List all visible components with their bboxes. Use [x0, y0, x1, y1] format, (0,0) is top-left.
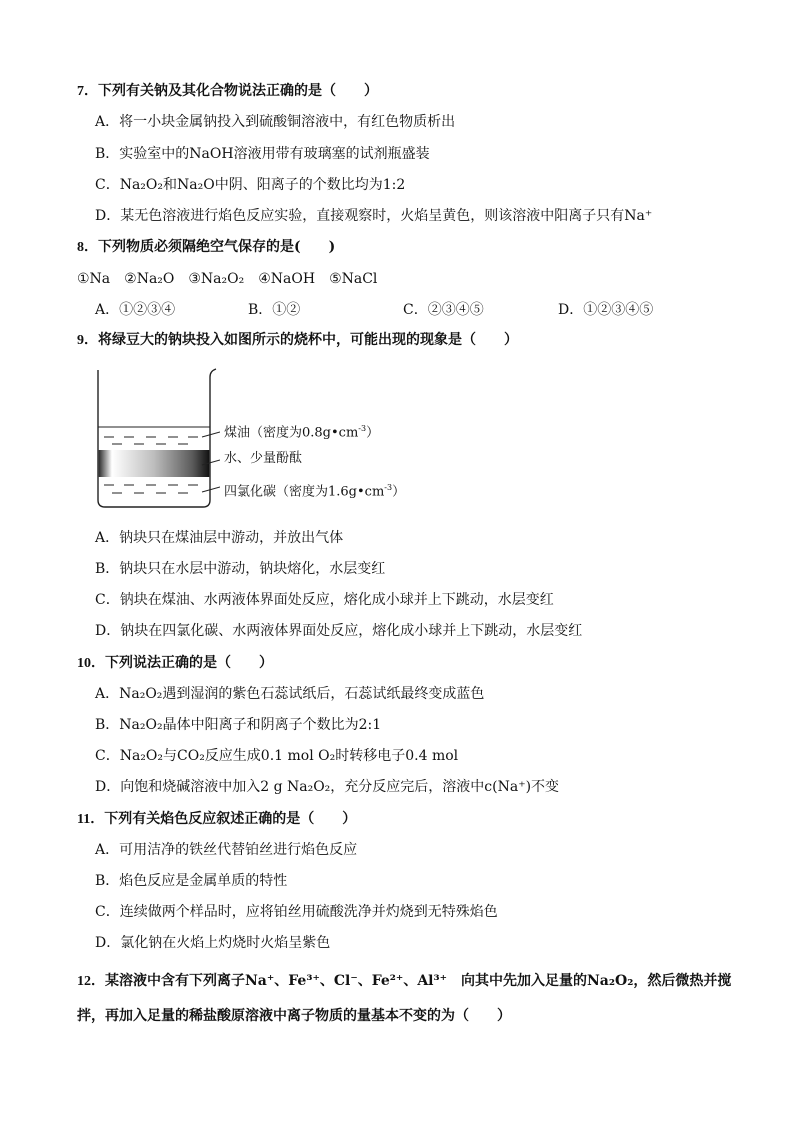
q7-option-d: D．某无色溶液进行焰色反应实验，直接观察时，火焰呈黄色，则该溶液中阳离子只有Na⁺	[95, 208, 653, 224]
question-12-stem	[77, 971, 731, 992]
question-text: 下列有关钠及其化合物说法正确的是（ ）	[98, 83, 378, 99]
label-ccl4-close: ）	[392, 484, 406, 500]
q10-option-a: A．Na₂O₂遇到湿润的紫色石蕊试纸后，石蕊试纸最终变成蓝色	[95, 686, 485, 702]
q7-option-c: C．Na₂O₂和Na₂O中阴、阳离子的个数比均为1:2	[95, 177, 406, 193]
label-ccl4-text: 四氯化碳（密度为1.6g•cm	[224, 484, 385, 500]
question-text: 下列说法正确的是（ ）	[105, 655, 273, 671]
q9-option-b: B．钠块只在水层中游动，钠块熔化，水层变红	[95, 561, 386, 577]
question-text: 下列有关焰色反应叙述正确的是（ ）	[104, 811, 357, 827]
question-8-stem	[77, 237, 335, 258]
beaker-diagram	[90, 365, 220, 515]
q9-option-c: C．钠块在煤油、水两液体界面处反应，熔化成小球并上下跳动，水层变红	[95, 592, 554, 608]
leader-line-kerosene	[202, 432, 220, 437]
question-number: 12．	[77, 974, 105, 989]
q10-option-d: D．向饱和烧碱溶液中加入2 g Na₂O₂，充分反应完后，溶液中c(Na⁺)不变	[95, 779, 560, 795]
q8-items: ①Na ②Na₂O ③Na₂O₂ ④NaOH ⑤NaCl	[77, 271, 378, 287]
q11-option-d: D．氯化钠在火焰上灼烧时火焰呈紫色	[95, 935, 331, 951]
q11-option-b: B．焰色反应是金属单质的特性	[95, 873, 288, 889]
q10-option-c: C．Na₂O₂与CO₂反应生成0.1 mol O₂时转移电子0.4 mol	[95, 748, 459, 764]
question-7-stem	[77, 81, 378, 102]
q9-option-d: D．钠块在四氯化碳、水两液体界面处反应，熔化成小球并上下跳动，水层变红	[95, 623, 583, 639]
question-text: 将绿豆大的钠块投入如图所示的烧杯中，可能出现的现象是（ ）	[98, 332, 518, 348]
question-text-line1: 某溶液中含有下列离子Na⁺、Fe³⁺、Cl⁻、Fe²⁺、Al³⁺ 向其中先加入足量的Na₂O₂，然后微热并搅	[105, 973, 732, 989]
q11-option-c: C．连续做两个样品时，应将铂丝用硫酸洗净并灼烧到无特殊焰色	[95, 904, 498, 920]
question-number: 10．	[77, 656, 105, 671]
beaker-outline	[98, 369, 216, 507]
q11-option-a: A．可用洁净的铁丝代替铂丝进行焰色反应	[95, 842, 358, 858]
q7-option-b: B．实验室中的NaOH溶液用带有玻璃塞的试剂瓶盛装	[95, 146, 430, 162]
question-10-stem	[77, 653, 273, 674]
q8-option-b: B．①②	[248, 302, 301, 318]
label-ccl4-exponent: -3	[384, 483, 393, 492]
question-number: 7．	[77, 84, 98, 99]
label-kerosene-text: 煤油（密度为0.8g•cm	[224, 425, 359, 441]
question-text: 下列物质必须隔绝空气保存的是( )	[98, 239, 336, 255]
q8-option-d: D．①②③④⑤	[558, 302, 654, 318]
water-layer	[99, 450, 210, 477]
question-9-stem	[77, 330, 518, 351]
label-kerosene-close: ）	[366, 425, 380, 441]
label-ccl4	[224, 479, 405, 501]
label-kerosene	[224, 420, 379, 442]
q10-option-b: B．Na₂O₂晶体中阳离子和阴离子个数比为2:1	[95, 717, 382, 733]
q7-option-a: A．将一小块金属钠投入到硫酸铜溶液中，有红色物质析出	[95, 114, 456, 130]
question-number: 11．	[77, 812, 105, 827]
label-water: 水、少量酚酞	[224, 451, 303, 466]
leader-line-ccl4	[202, 487, 220, 492]
question-number: 9．	[77, 333, 98, 348]
question-11-stem	[77, 809, 356, 830]
label-kerosene-exponent: -3	[358, 424, 367, 433]
q8-option-a: A．①②③④	[95, 302, 176, 318]
q9-option-a: A．钠块只在煤油层中游动，并放出气体	[95, 530, 344, 546]
q8-option-c: C．②③④⑤	[403, 302, 484, 318]
question-12-stem-line2: 拌，再加入足量的稀盐酸原溶液中离子物质的量基本不变的为（ ）	[77, 1008, 511, 1024]
ccl4-dashes	[104, 485, 198, 493]
kerosene-dashes	[104, 437, 198, 444]
question-number: 8．	[77, 240, 98, 255]
